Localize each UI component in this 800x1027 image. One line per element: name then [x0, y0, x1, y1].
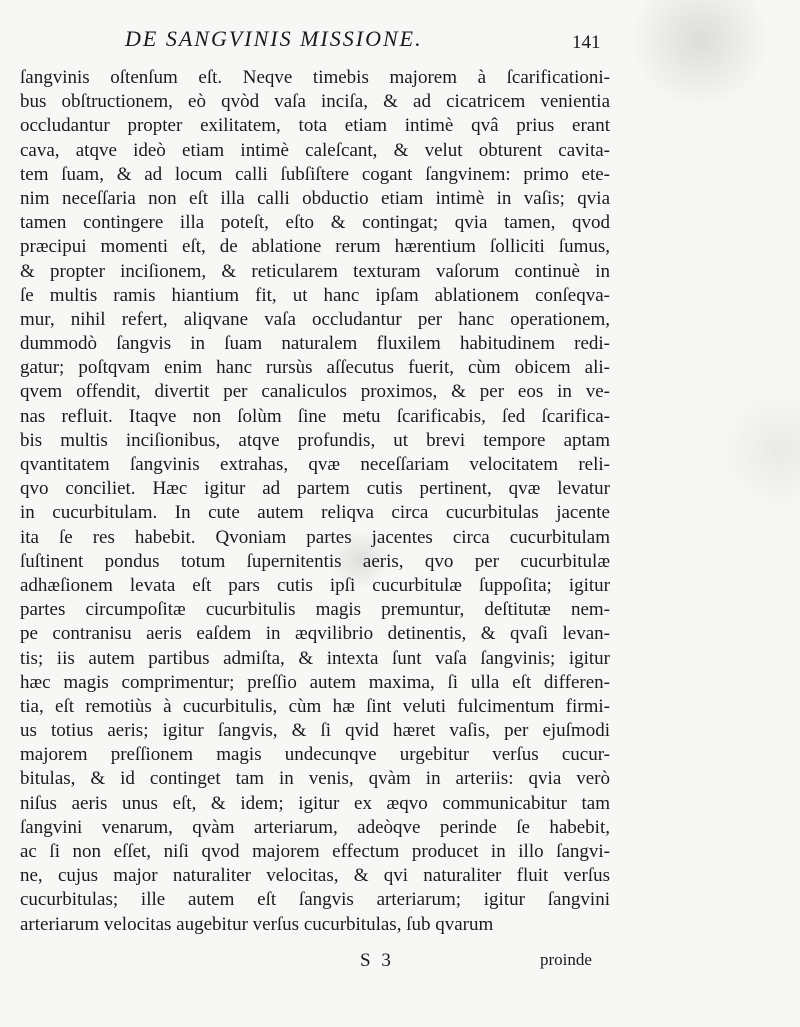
- page-number: 141: [572, 32, 601, 53]
- text-line: arteriarum velocitas augebitur verſus cucurbitulas, ſub qvarum: [20, 913, 494, 935]
- signature-mark: S 3: [360, 950, 394, 971]
- text-line: tis; iis autem partibus admiſta, & intexta ſunt vaſa ſangvinis; igitur: [20, 647, 610, 669]
- text-line: majorem preſſionem magis undecunqve urgebitur verſus cucur-: [20, 744, 610, 766]
- text-line: præcipui momenti eſt, de ablatione rerum hærentium ſolliciti ſumus,: [20, 236, 610, 258]
- text-line: bus obſtructionem, eò qvòd vaſa inciſa, & ad cicatricem venientia: [20, 91, 610, 113]
- text-line: niſus aeris unus eſt, & idem; igitur ex æqvo communicabitur tam: [20, 792, 610, 814]
- text-line: ac ſi non eſſet, niſi qvod majorem effectum producet in illo ſangvi-: [20, 841, 610, 862]
- text-line: nim neceſſaria non eſt illa calli obductio etiam intimè in vaſis; qvia: [20, 187, 610, 209]
- text-line: mur, nihil refert, aliqvane vaſa occludantur per hanc operationem,: [20, 308, 610, 330]
- text-line: ita ſe res habebit. Qvoniam partes jacentes circa cucurbitulam: [20, 526, 610, 548]
- text-line: qvantitatem ſangvinis extrahas, qvæ neceſſariam velocitatem reli-: [20, 454, 610, 475]
- text-line: tamen contingere illa poteſt, eſto & contingat; qvia tamen, qvod: [20, 212, 610, 234]
- text-line: bitulas, & id continget tam in venis, qvàm in arteriis: qvia verò: [20, 768, 610, 790]
- text-line: ſangvinis oſtenſum eſt. Neqve timebis majorem à ſcarificationi-: [20, 67, 610, 88]
- text-line: us totius aeris; igitur ſangvis, & ſi qvid hæret vaſis, per ejuſmodi: [20, 720, 610, 742]
- text-line: & propter inciſionem, & reticularem texturam vaſorum continuè in: [20, 260, 610, 282]
- text-line: cava, atqve ideò etiam intimè caleſcant, & velut obturent cavita-: [20, 139, 610, 161]
- text-line: tem ſuam, & ad locum calli ſubſiſtere cogant ſangvinem: primo ete-: [20, 163, 610, 185]
- text-line: bis multis inciſionibus, atqve profundis, ut brevi tempore aptam: [20, 429, 610, 451]
- text-line: qvem offendit, divertit per canaliculos proximos, & per eos in ve-: [20, 381, 610, 403]
- text-line: ſangvini venarum, qvàm arteriarum, adeòqve perinde ſe habebit,: [20, 816, 610, 838]
- text-line: ne, cujus major naturaliter velocitas, & qvi naturaliter fluit verſus: [20, 865, 610, 887]
- running-head: DE SANGVINIS MISSIONE.: [125, 26, 423, 51]
- text-line: ſe multis ramis hiantium fit, ut hanc ipſam ablationem conſeqva-: [20, 284, 610, 306]
- body-text: [20, 66, 610, 937]
- text-line: cucurbitulas; ille autem eſt ſangvis arteriarum; igitur ſangvini: [20, 889, 610, 911]
- text-line: tia, eſt remotiùs à cucurbitulis, cùm hæ ſint veluti fulcimentum firmi-: [20, 695, 610, 717]
- text-line: dummodò ſangvis in ſuam naturalem fluxilem habitudinem redi-: [20, 333, 610, 355]
- text-line: nas refluit. Itaqve non ſolùm ſine metu ſcarificabis, ſed ſcarifica-: [20, 405, 610, 427]
- text-line: occludantur propter exilitatem, tota etiam intimè qvâ prius erant: [20, 115, 610, 137]
- text-line: in cucurbitulam. In cute autem reliqva circa cucurbitulas jacente: [20, 502, 610, 524]
- text-line: gatur; poſtqvam enim hanc rursùs aſſecutus fuerit, cùm obicem ali-: [20, 357, 610, 379]
- catchword: proinde: [540, 950, 592, 969]
- text-line: ſuſtinent pondus totum ſupernitentis aeris, qvo per cucurbitulæ: [20, 550, 610, 572]
- text-line: qvo conciliet. Hæc igitur ad partem cutis pertinent, qvæ levatur: [20, 478, 610, 500]
- text-line: hæc magis comprimentur; preſſio autem maxima, ſi ulla eſt differen-: [20, 671, 610, 693]
- text-line: pe contranisu aeris eaſdem in æqvilibrio detinentis, & qvaſi levan-: [20, 623, 610, 645]
- text-line: partes circumpoſitæ cucurbitulis magis premuntur, deſtitutæ nem-: [20, 599, 610, 621]
- text-line: adhæſionem levata eſt pars cutis ipſi cucurbitulæ ſuppoſita; igitur: [20, 574, 610, 596]
